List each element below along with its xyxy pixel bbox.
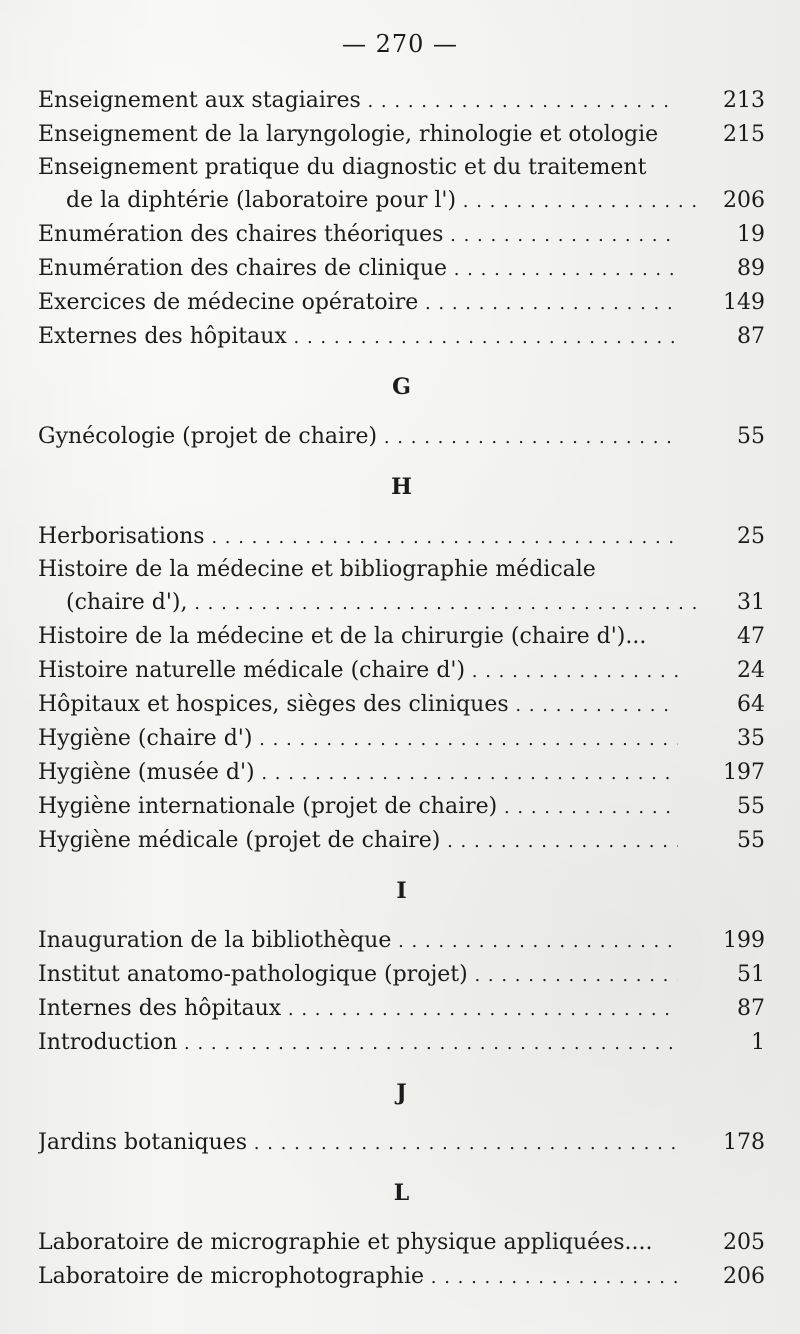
index-entry-text: Herborisations . . .: [38, 520, 678, 555]
index-entry-hygiene-musee: [38, 756, 765, 790]
index-entry-page: 205: [723, 1230, 765, 1255]
index-entry-page: 64: [737, 692, 765, 717]
index-entry-text: Externes des hôpitaux . . .: [38, 320, 678, 355]
index-entry-page: 197: [723, 760, 765, 785]
index-entry-page: 213: [723, 88, 765, 113]
index-entry-text: Enseignement pratique du diagnostic et du traitement: [38, 155, 647, 180]
index-entry-laboratoire-microphotographie: [38, 1260, 765, 1294]
index-entry-page: 55: [737, 794, 765, 819]
index-entry-text: Hygiène (musée d') . . .: [38, 756, 678, 791]
index-entry-page: 25: [737, 524, 765, 549]
index-entry-page: 215: [723, 122, 765, 147]
index-entry-page: 24: [737, 658, 765, 683]
index-entry-text: Internes des hôpitaux . . .: [38, 992, 678, 1027]
index-entry-text: Exercices de médecine opératoire . . .: [38, 286, 678, 321]
index-entry-text: Enumération des chaires théoriques . . .: [38, 218, 678, 253]
index-entry-text: Enseignement de la laryngologie, rhinologie et otologie: [38, 122, 659, 147]
index-entry-histoire-naturelle: [38, 654, 765, 688]
index-entry-page: 87: [737, 996, 765, 1021]
index-entry-herborisations: [38, 520, 765, 554]
index-entry-text: Hygiène médicale (projet de chaire) . . .: [38, 824, 678, 859]
index-entry-hygiene-medicale: [38, 824, 765, 858]
index-entry-page: 55: [737, 424, 765, 449]
section-letter-h: H: [391, 474, 412, 500]
index-entry-text: Hygiène internationale (projet de chaire) . . .: [38, 790, 678, 825]
page-number: — 270 —: [341, 30, 459, 58]
index-entry-page: 51: [737, 962, 765, 987]
index-entry-hygiene-internationale: [38, 790, 765, 824]
index-entry-hopitaux-hospices: [38, 688, 765, 722]
index-entry-introduction: [38, 1026, 765, 1060]
index-entry-text: Enumération des chaires de clinique . . .: [38, 252, 678, 287]
index-entry-diagnostic-part-2: [38, 184, 765, 218]
index-entry-diagnostic-part-1: [38, 152, 765, 184]
section-letter-j: J: [396, 1080, 407, 1106]
index-entry-text: Hygiène (chaire d') . . .: [38, 722, 678, 757]
section-letter-l: L: [393, 1180, 410, 1206]
index-entry-text: de la diphtérie (laboratoire pour l') . . .: [66, 184, 706, 219]
index-entry-laryngologie: [38, 118, 765, 152]
index-entry-text: Histoire de la médecine et bibliographie médicale: [38, 557, 596, 582]
index-list: [38, 84, 765, 1294]
index-entry-externes-hopitaux: [38, 320, 765, 354]
index-entry-text: Inauguration de la bibliothèque . . .: [38, 924, 678, 959]
index-entry-page: 89: [737, 256, 765, 281]
index-entry-histoire-bibliographie-part-2: [38, 586, 765, 620]
index-entry-page: 87: [737, 324, 765, 349]
index-entry-text: Jardins botaniques . . .: [38, 1126, 678, 1161]
index-entry-text: Hôpitaux et hospices, sièges des cliniques . . .: [38, 688, 678, 723]
section-letter-i: I: [396, 878, 407, 904]
index-entry-page: 206: [723, 188, 765, 213]
index-entry-page: 206: [723, 1264, 765, 1289]
index-entry-jardins-botaniques: [38, 1126, 765, 1160]
index-entry-page: 199: [723, 928, 765, 953]
index-entry-inauguration-bibliotheque: [38, 924, 765, 958]
index-entry-page: 1: [751, 1030, 765, 1055]
index-entry-page: 47: [737, 624, 765, 649]
index-entry-text: Institut anatomo-pathologique (projet) . . .: [38, 958, 678, 993]
index-entry-text: Introduction . . .: [38, 1026, 678, 1061]
index-entry-text: Enseignement aux stagiaires . . .: [38, 84, 678, 119]
index-entry-page: 31: [737, 590, 765, 615]
index-entry-text: Laboratoire de microphotographie . . .: [38, 1260, 678, 1295]
section-letter-g: G: [392, 374, 411, 400]
index-entry-text: Histoire naturelle médicale (chaire d') . . .: [38, 654, 678, 689]
index-entry-page: 19: [737, 222, 765, 247]
index-entry-internes-hopitaux: [38, 992, 765, 1026]
index-entry-medecine-operatoire: [38, 286, 765, 320]
index-entry-laboratoire-micrographie: [38, 1226, 765, 1260]
index-entry-page: 55: [737, 828, 765, 853]
index-entry-chaires-clinique: [38, 252, 765, 286]
index-entry-page: 35: [737, 726, 765, 751]
index-entry-histoire-chirurgie: [38, 620, 765, 654]
index-entry-histoire-bibliographie-part-1: [38, 554, 765, 586]
index-entry-enseignement-aux-stagiaires: [38, 84, 765, 118]
index-entry-text: Histoire de la médecine et de la chirurgie (chaire d')...: [38, 624, 647, 649]
index-entry-institut-anatomo-pathologique: [38, 958, 765, 992]
index-entry-text: Gynécologie (projet de chaire) . . .: [38, 420, 678, 455]
index-entry-text: (chaire d'), . . .: [66, 586, 706, 621]
index-entry-gynecologie: [38, 420, 765, 454]
index-entry-page: 149: [723, 290, 765, 315]
index-entry-page: 178: [723, 1130, 765, 1155]
index-entry-chaires-theoriques: [38, 218, 765, 252]
index-entry-text: Laboratoire de micrographie et physique appliquées....: [38, 1230, 653, 1255]
index-entry-hygiene-chaire: [38, 722, 765, 756]
